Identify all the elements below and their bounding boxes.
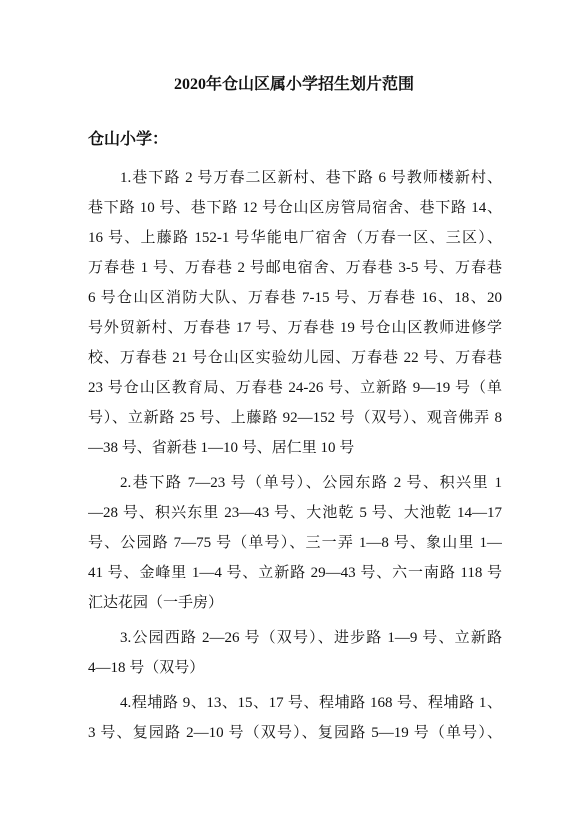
- section-heading: 仓山小学：: [88, 131, 169, 148]
- paragraph-line: 巷下路 10 号、巷下路 12 号仓山区房管局宿舍、巷下路 14、: [88, 200, 502, 216]
- paragraph-line: 6 号仓山区消防大队、万春巷 7-15 号、万春巷 16、18、20: [88, 290, 502, 306]
- paragraph-line: —38 号、省新巷 1—10 号、居仁里 10 号: [88, 440, 355, 456]
- paragraph-line: 23 号仓山区教育局、万春巷 24-26 号、立新路 9—19 号（单: [88, 380, 502, 396]
- paragraph-line: 3.公园西路 2—26 号（双号）、进步路 1—9 号、立新路: [120, 630, 502, 646]
- paragraph-line: 4.程埔路 9、13、15、17 号、程埔路 168 号、程埔路 1、: [120, 695, 502, 711]
- paragraph-1: [88, 163, 502, 463]
- paragraph-line: —28 号、积兴东里 23—43 号、大池乾 5 号、大池乾 14—17: [88, 505, 502, 521]
- paragraph-line: 校、万春巷 21 号仓山区实验幼儿园、万春巷 22 号、万春巷: [88, 350, 502, 366]
- paragraph-line: 4—18 号（双号）: [88, 660, 205, 676]
- paragraph-line: 万春巷 1 号、万春巷 2 号邮电宿舍、万春巷 3-5 号、万春巷: [88, 260, 502, 276]
- paragraph-line: 号）、立新路 25 号、上藤路 92—152 号（双号）、观音佛弄 8: [88, 410, 502, 426]
- document-title: 2020年仓山区属小学招生划片范围: [173, 76, 414, 93]
- paragraph-4: [88, 688, 502, 748]
- paragraph-line: 1.巷下路 2 号万春二区新村、巷下路 6 号教师楼新村、: [120, 170, 502, 186]
- paragraph-line: 3 号、复园路 2—10 号（双号）、复园路 5—19 号（单号）、: [88, 725, 502, 741]
- document-body: [88, 163, 502, 753]
- paragraph-2: [88, 468, 502, 618]
- paragraph-line: 2.巷下路 7—23 号（单号）、公园东路 2 号、积兴里 1: [120, 475, 502, 491]
- paragraph-line: 41 号、金峰里 1—4 号、立新路 29—43 号、六一南路 118 号: [88, 565, 502, 581]
- paragraph-3: [88, 623, 502, 683]
- paragraph-line: 16 号、上藤路 152-1 号华能电厂宿舍（万春一区、三区）、: [88, 230, 502, 246]
- paragraph-line: 汇达花园（一手房）: [88, 595, 224, 611]
- paragraph-line: 号外贸新村、万春巷 17 号、万春巷 19 号仓山区教师进修学: [88, 320, 502, 336]
- paragraph-line: 号、公园路 7—75 号（单号）、三一弄 1—8 号、象山里 1—: [88, 535, 502, 551]
